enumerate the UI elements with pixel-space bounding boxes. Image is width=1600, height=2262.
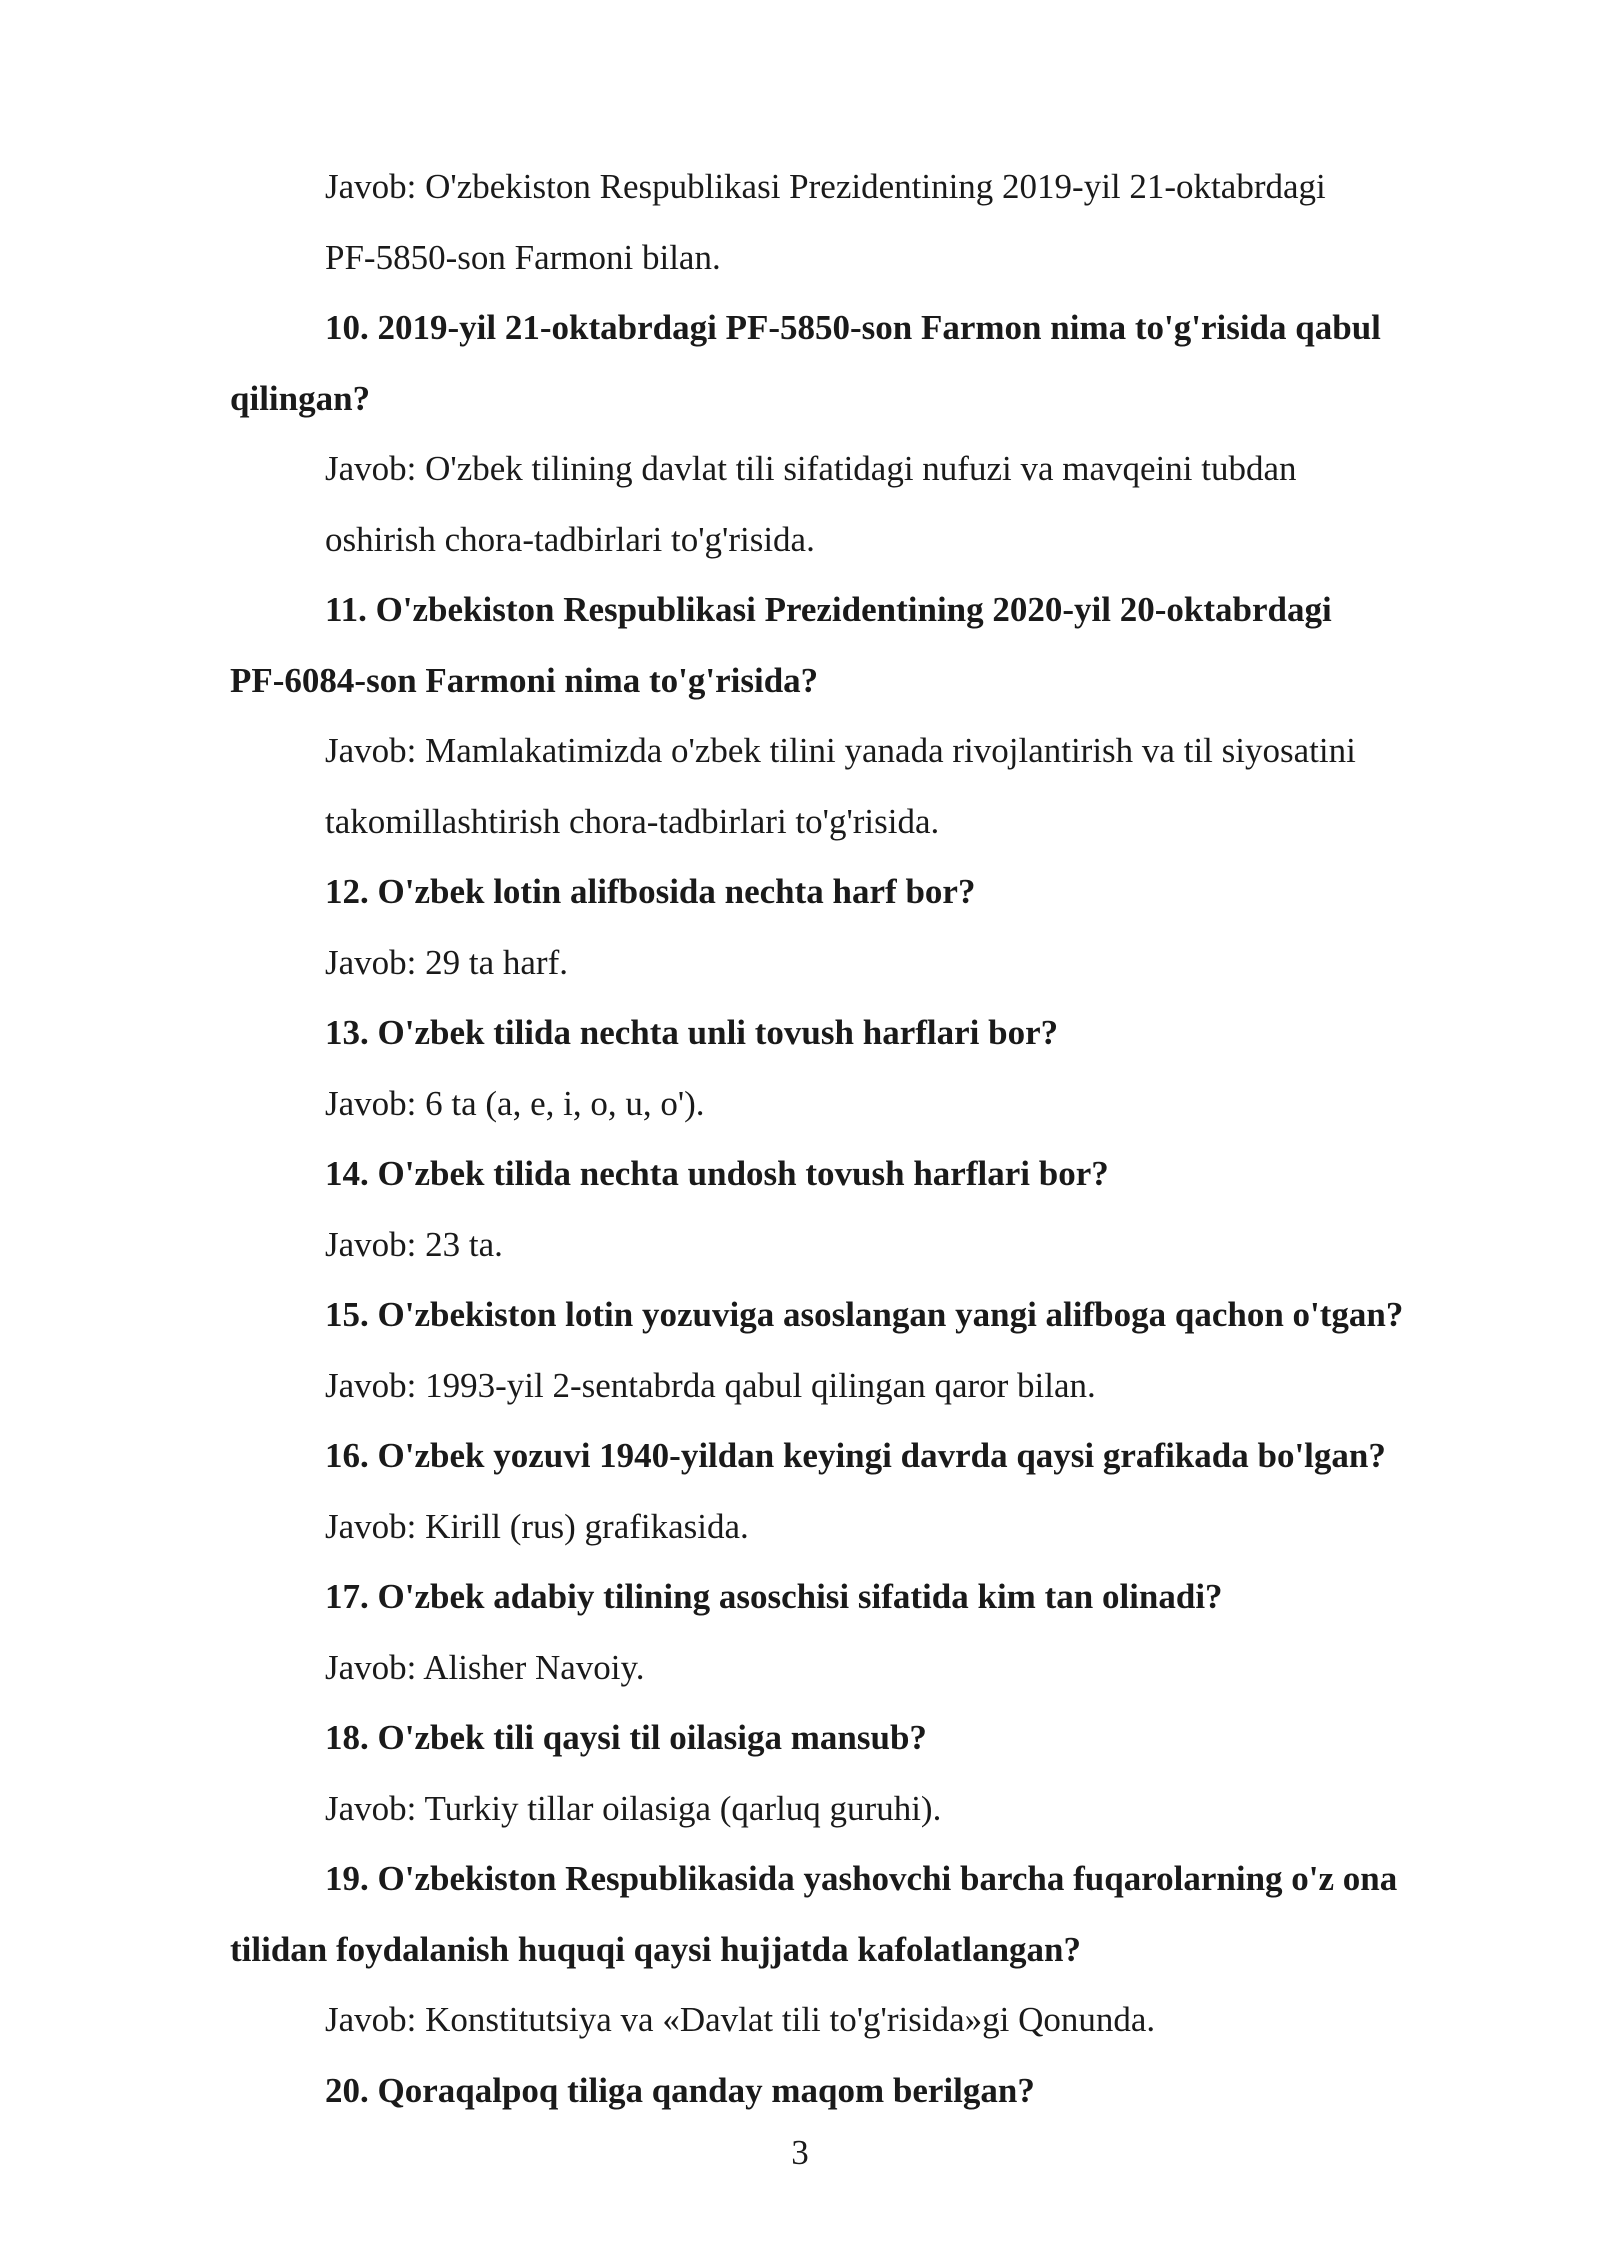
answer-line: Javob: Konstitutsiya va «Davlat tili to'g'risida»gi Qonunda. [325, 2000, 1156, 2039]
answer-line: Javob: 23 ta. [325, 1224, 503, 1264]
question-line: 11. O'zbekiston Respublikasi Prezidentining 2020-yil 20-oktabrdagi [325, 590, 1332, 629]
question-line-continuation: qilingan? [230, 378, 371, 418]
answer-line: PF-5850-son Farmoni bilan. [325, 237, 721, 277]
question-line: 14. O'zbek tilida nechta undosh tovush harflari bor? [325, 1154, 1109, 1193]
question-line: 10. 2019-yil 21-oktabrdagi PF-5850-son Farmon nima to'g'risida qabul [325, 308, 1381, 347]
question-line: 15. O'zbekiston lotin yozuviga asoslangan yangi alifboga qachon o'tgan? [325, 1295, 1404, 1334]
answer-line: Javob: 1993-yil 2-sentabrda qabul qilingan qaror bilan. [325, 1365, 1096, 1405]
answer-line: Javob: O'zbek tilining davlat tili sifatidagi nufuzi va mavqeini tubdan [325, 449, 1297, 488]
answer-line: Javob: 6 ta (a, e, i, o, u, o'). [325, 1083, 705, 1123]
answer-line: takomillashtirish chora-tadbirlari to'g'risida. [325, 801, 940, 841]
answer-line: oshirish chora-tadbirlari to'g'risida. [325, 519, 815, 559]
question-line-continuation: tilidan foydalanish huquqi qaysi hujjatda kafolatlangan? [230, 1929, 1082, 1969]
question-line: 16. O'zbek yozuvi 1940-yildan keyingi davrda qaysi grafikada bo'lgan? [325, 1436, 1386, 1475]
answer-line: Javob: 29 ta harf. [325, 942, 568, 982]
question-line: 19. O'zbekiston Respublikasida yashovchi barcha fuqarolarning o'z ona [325, 1859, 1398, 1898]
answer-line: Javob: Mamlakatimizda o'zbek tilini yanada rivojlantirish va til siyosatini [325, 731, 1356, 770]
question-line: 20. Qoraqalpoq tiliga qanday maqom berilgan? [325, 2070, 1035, 2110]
answer-line: Javob: Alisher Navoiy. [325, 1647, 645, 1687]
page-content [230, 152, 1490, 2126]
page-number: 3 [791, 2133, 809, 2172]
answer-line: Javob: Kirill (rus) grafikasida. [325, 1506, 749, 1546]
question-line: 17. O'zbek adabiy tilining asoschisi sifatida kim tan olinadi? [325, 1577, 1223, 1616]
answer-line: Javob: O'zbekiston Respublikasi Prezidentining 2019-yil 21-oktabrdagi [325, 167, 1326, 206]
answer-line: Javob: Turkiy tillar oilasiga (qarluq guruhi). [325, 1788, 942, 1828]
question-line: 12. O'zbek lotin alifbosida nechta harf bor? [325, 872, 976, 911]
question-line-continuation: PF-6084-son Farmoni nima to'g'risida? [230, 660, 819, 700]
question-line: 13. O'zbek tilida nechta unli tovush harflari bor? [325, 1013, 1059, 1052]
question-line: 18. O'zbek tili qaysi til oilasiga mansub? [325, 1718, 927, 1757]
